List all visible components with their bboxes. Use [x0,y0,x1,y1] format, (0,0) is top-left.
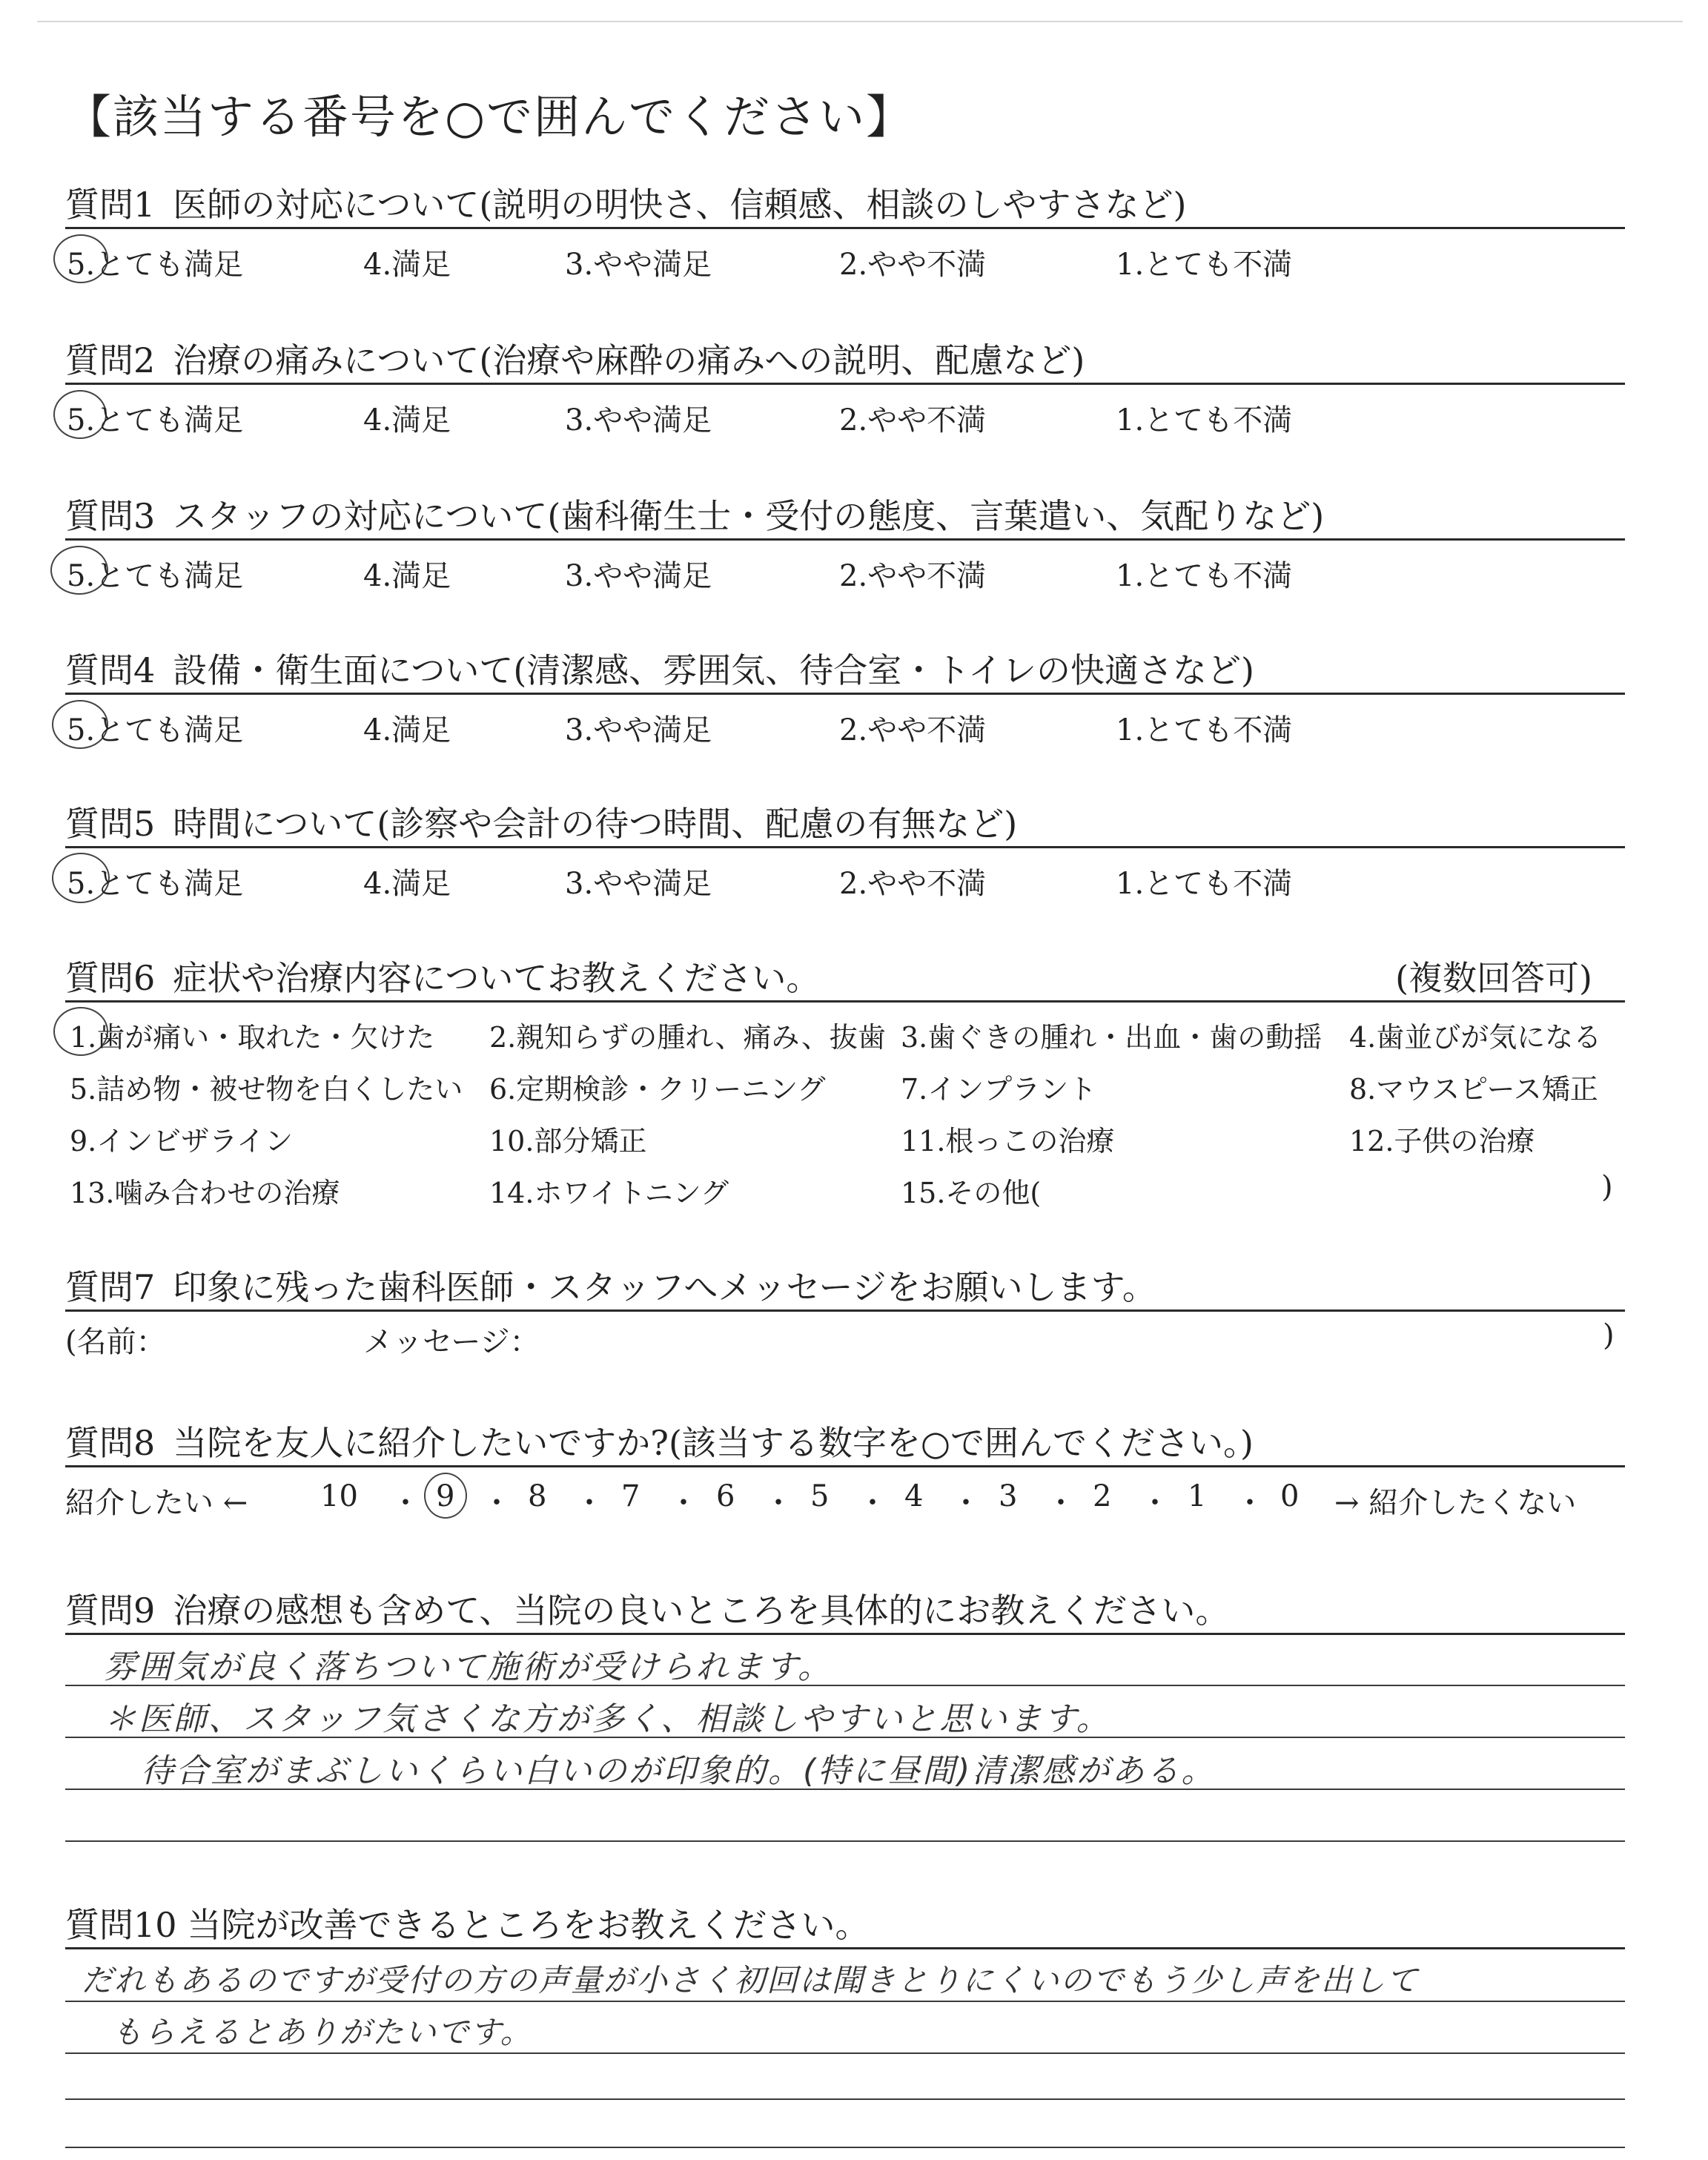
q8-dot: ・ [1046,1486,1076,1520]
q8-score-8[interactable]: 8 [528,1479,547,1513]
q3-option-2[interactable]: 2.やや不満 [839,559,987,593]
question-2-rule [65,383,1625,385]
q5-option-5[interactable]: 5.とても満足 [67,867,244,901]
q9-handwritten-answer: ＊医師、スタッフ気さくな方が多く、相談しやすいと思います。 [104,1700,1111,1738]
q6-choice-11[interactable]: 11.根っこの治療 [901,1125,1115,1157]
q8-score-4[interactable]: 4 [904,1479,924,1513]
q6-choice-5[interactable]: 5.詰め物・被せ物を白くしたい [70,1073,463,1106]
q6-choice-13[interactable]: 13.噛み合わせの治療 [70,1177,340,1209]
q1-option-5[interactable]: 5.とても満足 [67,248,244,282]
question-3-rule [65,538,1625,541]
answer-line [65,1685,1625,1686]
q4-option-5[interactable]: 5.とても満足 [67,713,244,747]
q9-handwritten-answer: 雰囲気が良く落ちついて施術が受けられます。 [104,1648,833,1686]
q2-option-4[interactable]: 4.満足 [363,403,451,437]
q8-score-0[interactable]: 0 [1280,1479,1300,1513]
q2-option-3[interactable]: 3.やや満足 [565,403,712,437]
q8-score-5[interactable]: 5 [810,1479,830,1513]
q8-score-2[interactable]: 2 [1093,1479,1112,1513]
q6-other-close-paren: ) [1601,1170,1613,1204]
q8-dot: ・ [858,1486,887,1520]
question-1-title: 質問1 医師の対応について(説明の明快さ、信頼感、相談のしやすさなど) [65,185,1187,225]
q4-option-2[interactable]: 2.やや不満 [839,713,987,747]
question-7-rule [65,1309,1625,1312]
q8-dot: ・ [1235,1486,1265,1520]
q4-option-3[interactable]: 3.やや満足 [565,713,712,747]
q8-right-label: → 紹介したくない [1334,1486,1577,1520]
q5-option-4[interactable]: 4.満足 [363,867,451,901]
q8-score-9[interactable]: 9 [436,1479,455,1513]
q5-option-1[interactable]: 1.とても不満 [1116,867,1293,901]
q8-score-3[interactable]: 3 [999,1479,1018,1513]
q4-option-1[interactable]: 1.とても不満 [1116,713,1293,747]
q1-option-3[interactable]: 3.やや満足 [565,248,712,282]
q6-choice-14[interactable]: 14.ホワイトニング [489,1177,729,1209]
q10-handwritten-answer: もらえるとありがたいです。 [111,2014,533,2050]
q8-score-6[interactable]: 6 [716,1479,735,1513]
q8-dot: ・ [951,1486,981,1520]
q6-choice-15[interactable]: 15.その他( [901,1177,1042,1209]
q7-message-label: メッセージ： [363,1325,540,1359]
question-9-rule [65,1633,1625,1635]
q5-option-3[interactable]: 3.やや満足 [565,867,712,901]
question-1-rule [65,227,1625,229]
q2-option-2[interactable]: 2.やや不満 [839,403,987,437]
question-6-title: 質問6 症状や治療内容についてお教えください。 [65,958,821,998]
q8-dot: ・ [482,1486,512,1520]
q8-score-1[interactable]: 1 [1188,1479,1207,1513]
q10-handwritten-answer: だれもあるのですが受付の方の声量が小さく初回は聞きとりにくいのでもう少し声を出して [82,1962,1420,1998]
q6-choice-10[interactable]: 10.部分矯正 [489,1125,647,1157]
question-4-rule [65,693,1625,695]
q1-option-4[interactable]: 4.満足 [363,248,451,282]
q1-option-1[interactable]: 1.とても不満 [1116,248,1293,282]
question-5-title: 質問5 時間について(診察や会計の待つ時間、配慮の有無など) [65,804,1018,844]
q6-choice-4[interactable]: 4.歯並びが気になる [1349,1021,1602,1054]
q9-handwritten-answer: 待合室がまぶしいくらい白いのが印象的。(特に昼間)清潔感がある。 [141,1752,1217,1790]
q6-choice-9[interactable]: 9.インビザライン [70,1125,294,1157]
q8-dot: ・ [764,1486,793,1520]
q6-choice-7[interactable]: 7.インプラント [901,1073,1097,1106]
q1-option-2[interactable]: 2.やや不満 [839,248,987,282]
answer-line [65,2001,1625,2002]
q7-close-paren: ) [1603,1318,1615,1353]
question-4-title: 質問4 設備・衛生面について(清潔感、雰囲気、待合室・トイレの快適さなど) [65,650,1254,690]
q6-choice-6[interactable]: 6.定期検診・クリーニング [489,1073,826,1106]
question-6-note: (複数回答可) [1395,958,1592,998]
q8-score-10[interactable]: 10 [320,1479,358,1513]
form-header: 【該当する番号を○で囲んでください】 [65,90,914,144]
answer-line [65,1789,1625,1790]
q8-left-label: 紹介したい ← [65,1486,248,1520]
q8-dot: ・ [669,1486,698,1520]
q3-option-4[interactable]: 4.満足 [363,559,451,593]
answer-line [65,2147,1625,2148]
q6-choice-2[interactable]: 2.親知らずの腫れ、痛み、抜歯 [489,1021,886,1054]
question-10-title: 質問10 当院が改善できるところをお教えください。 [65,1905,870,1945]
q4-option-4[interactable]: 4.満足 [363,713,451,747]
question-2-title: 質問2 治療の痛みについて(治療や麻酔の痛みへの説明、配慮など) [65,340,1085,380]
q2-option-1[interactable]: 1.とても不満 [1116,403,1293,437]
q6-choice-3[interactable]: 3.歯ぐきの腫れ・出血・歯の動揺 [901,1021,1323,1054]
top-border [37,21,1683,22]
question-9-title: 質問9 治療の感想も含めて、当院の良いところを具体的にお教えください。 [65,1591,1230,1631]
answer-line [65,1737,1625,1738]
q2-option-5[interactable]: 5.とても満足 [67,403,244,437]
q8-dot: ・ [575,1486,604,1520]
answer-line [65,2052,1625,2054]
q7-name-label: (名前： [65,1325,166,1359]
q3-option-5[interactable]: 5.とても満足 [67,559,244,593]
answer-line [65,1840,1625,1842]
q5-option-2[interactable]: 2.やや不満 [839,867,987,901]
question-8-title: 質問8 当院を友人に紹介したいですか?(該当する数字を○で囲んでください。) [65,1423,1254,1463]
q8-dot: ・ [1140,1486,1170,1520]
q3-option-1[interactable]: 1.とても不満 [1116,559,1293,593]
q6-choice-12[interactable]: 12.子供の治療 [1349,1125,1535,1157]
question-3-title: 質問3 スタッフの対応について(歯科衛生士・受付の態度、言葉遣い、気配りなど) [65,496,1325,536]
question-7-title: 質問7 印象に残った歯科医師・スタッフへメッセージをお願いします。 [65,1267,1156,1307]
q8-dot: ・ [391,1486,420,1520]
q6-choice-1[interactable]: 1.歯が痛い・取れた・欠けた [70,1021,435,1054]
question-10-rule [65,1947,1625,1949]
q6-choice-8[interactable]: 8.マウスピース矯正 [1349,1073,1598,1106]
question-8-rule [65,1465,1625,1467]
q3-option-3[interactable]: 3.やや満足 [565,559,712,593]
question-5-rule [65,846,1625,848]
question-6-rule [65,1000,1625,1003]
q8-score-7[interactable]: 7 [621,1479,640,1513]
answer-line [65,2098,1625,2100]
